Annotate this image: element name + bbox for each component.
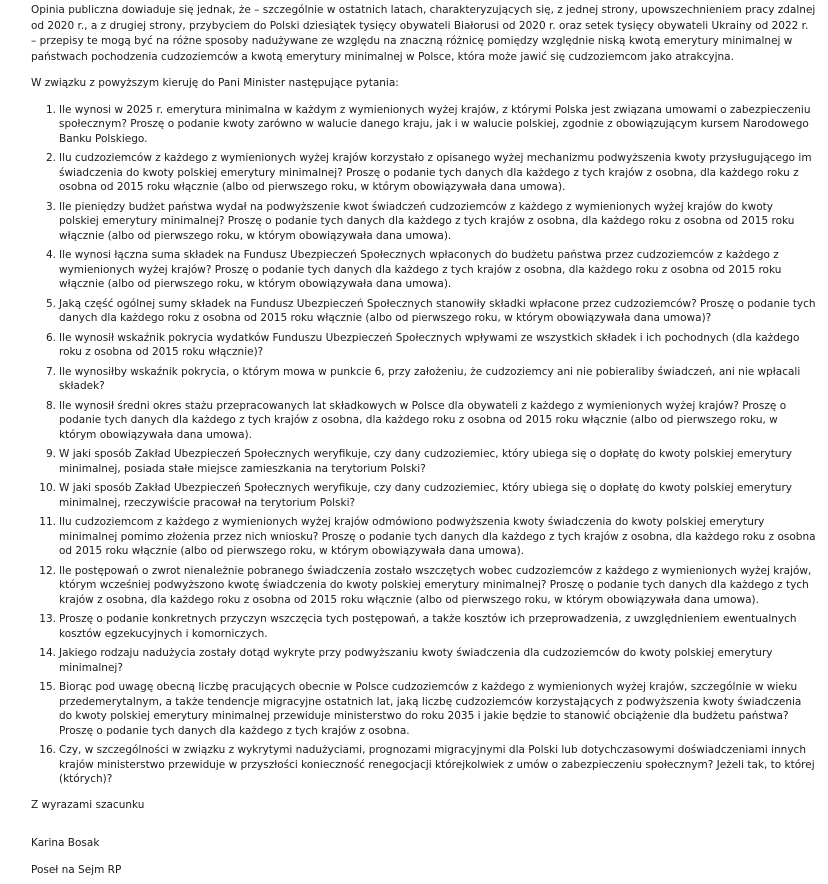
question-item (39, 743, 816, 787)
question-item (45, 331, 816, 360)
question-item (45, 248, 816, 292)
question-item (45, 399, 816, 443)
question-text: Ilu cudzoziemców z każdego z wymienionych wyżej krajów korzystało z opisanego wyżej mechanizmu podwyższenia kwoty przysługującego im świadczenia do kwoty polskiej emerytury minimalnej? Proszę o podanie tych danych dla każdego z tych krajów z osobna, dla każdego roku z osobna od 2015 roku włącznie (albo od pierwszego roku, w którym obowiązywała dana umowa). (59, 152, 812, 193)
question-item (45, 447, 816, 476)
question-text: Biorąc pod uwagę obecną liczbę pracujących obecnie w Polsce cudzoziemców z każdego z wymienionych wyżej krajów, szczególnie w wieku przedemerytalnym, a także tendencje migracyjne ostatnich lat, jaką liczbę cudzoziemców korzystających z podwyższenia kwoty świadczenia do kwoty polskiej emerytury minimalnej przewiduje ministerstwo do roku 2035 i jakie będzie to stanowić obciążenie dla budżetu państwa? Proszę o podanie tych danych dla każdego z tych krajów z osobna. (59, 681, 802, 737)
question-item (45, 151, 816, 195)
question-item (39, 680, 816, 738)
question-text: Ile wynosił średni okres stażu przepracowanych lat składkowych w Polsce dla obywateli z każdego z wymienionych wyżej krajów? Proszę o podanie tych danych dla każdego z tych krajów z osobna, dla każdego roku z osobna od 2015 roku włącznie (albo od pierwszego roku, w którym obowiązywała dana umowa). (59, 399, 787, 441)
signer-title: Poseł na Sejm RP (31, 863, 122, 876)
intro-paragraph: Opinia publiczna dowiaduje się jednak, że – szczególnie w ostatnich latach, charakteryzujących się, z jednej strony, upowszechnieniem pracy zdalnej od 2020 r., a z drugiej strony, przybyciem do Polski dziesiątek tysięcy obywateli Białorusi od 2020 r. oraz setek tysięcy obywateli Ukrainy od 2022 r. – przepisy te mogą być na różne sposoby nadużywane ze względu na znaczną różnicę pomiędzy względnie niską kwotą emerytury minimalnej w państwach pochodzenia cudzoziemców a kwotą emerytury minimalnej w Polsce, która może jawić się cudzoziemcom jako atrakcyjna. (31, 4, 816, 63)
question-text: Czy, w szczególności w związku z wykrytymi nadużyciami, prognozami migracyjnymi dla Polski lub dotychczasowymi doświadczeniami innych krajów ministerstwo przewiduje w przyszłości konieczność renegocjacji którejkolwiek z umów o zabezpieczeniu społecznym? Jeżeli tak, to której (których)? (59, 744, 815, 785)
question-item (39, 612, 816, 641)
question-text: Ile wynosi w 2025 r. emerytura minimalna w każdym z wymienionych wyżej krajów, z którymi Polska jest związana umowami o zabezpieczeniu społecznym? Proszę o podanie kwoty zarówno w walucie danego kraju, jak i w walucie polskiej, zgodnie z obowiązującym kursem Narodowego Banku Polskiego. (59, 103, 811, 145)
question-text: Ile wynosi łączna suma składek na Fundusz Ubezpieczeń Społecznych wpłaconych do budżetu państwa przez cudzoziemców z każdego z wymienionych wyżej krajów? Proszę o podanie tych danych dla każdego z tych krajów z osobna, dla każdego roku z osobna od 2015 roku włącznie (albo od pierwszego roku, w którym obowiązywała dana umowa). (59, 249, 782, 290)
question-number: 5. (45, 297, 56, 310)
lead-paragraph: W związku z powyższym kieruję do Pani Minister następujące pytania: (31, 77, 399, 89)
question-text: W jaki sposób Zakład Ubezpieczeń Społecznych weryfikuje, czy dany cudzoziemiec, który ubiega się o dopłatę do kwoty polskiej emerytury minimalnej, rzeczywiście pracował na terytorium Polski? (59, 482, 792, 509)
question-number: 14. (39, 647, 56, 659)
question-text: Jakiego rodzaju nadużycia zostały dotąd wykryte przy podwyższaniu kwoty świadczenia dla cudzoziemców do kwoty polskiej emerytury minimalnej? (59, 647, 773, 674)
question-number: 8. (45, 399, 56, 412)
question-text: Ilu cudzoziemcom z każdego z wymienionych wyżej krajów odmówiono podwyższenia kwoty świadczenia do kwoty polskiej emerytury minimalnej pomimo złożenia przez nich wniosku? Proszę o podanie tych danych dla każdego z tych krajów z osobna, dla każdego roku z osobna od 2015 roku włącznie (albo od pierwszego roku, w którym obowiązywała dana umowa). (59, 516, 816, 557)
question-item (39, 481, 816, 510)
questions-list (31, 103, 816, 787)
question-item (39, 646, 816, 675)
question-item (45, 297, 816, 326)
signer-name: Karina Bosak (31, 837, 100, 849)
question-number: 3. (45, 200, 56, 213)
question-number: 9. (45, 448, 56, 460)
question-text: Ile postępowań o zwrot nienależnie pobranego świadczenia zostało wszczętych wobec cudzoziemców z każdego z wymienionych wyżej krajów, którym wcześniej podwyższono kwotę świadczenia do kwoty polskiej emerytury minimalnej? Proszę o podanie tych danych dla każdego z tych krajów z osobna, dla każdego roku z osobna od 2015 roku włącznie (albo od pierwszego roku, w którym obowiązywała dana umowa). (59, 564, 812, 606)
question-text: Jaką część ogólnej sumy składek na Fundusz Ubezpieczeń Społecznych stanowiły składki wpłacone przez cudzoziemców? Proszę o podanie tych danych dla każdego roku z osobna od 2015 roku włącznie (albo od pierwszego roku, w którym obowiązywała dana umowa)? (59, 297, 816, 324)
question-number: 1. (45, 103, 56, 116)
question-number: 10. (39, 482, 56, 494)
question-item (39, 564, 816, 608)
question-item (39, 515, 816, 559)
question-item (45, 103, 816, 147)
question-number: 7. (45, 365, 56, 378)
question-number: 4. (45, 249, 56, 261)
closing-salutation: Z wyrazami szacunku (31, 798, 145, 811)
question-number: 12. (39, 564, 56, 577)
question-number: 16. (39, 744, 56, 756)
question-item (45, 365, 816, 394)
question-number: 11. (39, 516, 56, 528)
question-text: Ile pieniędzy budżet państwa wydał na podwyższenie kwot świadczeń cudzoziemców z każdego z wymienionych wyżej krajów do kwoty polskiej emerytury minimalnej? Proszę o podanie tych danych dla każdego z tych krajów z osobna, dla każdego roku z osobna od 2015 roku włącznie (albo od pierwszego roku, w którym obowiązywała dana umowa). (59, 200, 795, 242)
question-number: 15. (39, 681, 56, 693)
question-item (45, 200, 816, 244)
question-text: Ile wynosił wskaźnik pokrycia wydatków Funduszu Ubezpieczeń Społecznych wpływami ze wszystkich składek i ich pochodnych (dla każdego roku z osobna od 2015 roku włącznie)? (59, 331, 800, 358)
question-text: Proszę o podanie konkretnych przyczyn wszczęcia tych postępowań, a także kosztów ich przeprowadzenia, z uwzględnieniem ewentualnych kosztów egzekucyjnych i komorniczych. (59, 613, 797, 640)
question-text: Ile wynosiłby wskaźnik pokrycia, o którym mowa w punkcie 6, przy założeniu, że cudzoziemcy ani nie pobieraliby świadczeń, ani nie wpłacali składek? (59, 365, 801, 392)
question-text: W jaki sposób Zakład Ubezpieczeń Społecznych weryfikuje, czy dany cudzoziemiec, który ubiega się o dopłatę do kwoty polskiej emerytury minimalnej, posiada stałe miejsce zamieszkania na terytorium Polski? (59, 448, 792, 475)
question-number: 6. (45, 331, 56, 344)
question-number: 13. (39, 613, 56, 625)
question-number: 2. (45, 152, 56, 164)
